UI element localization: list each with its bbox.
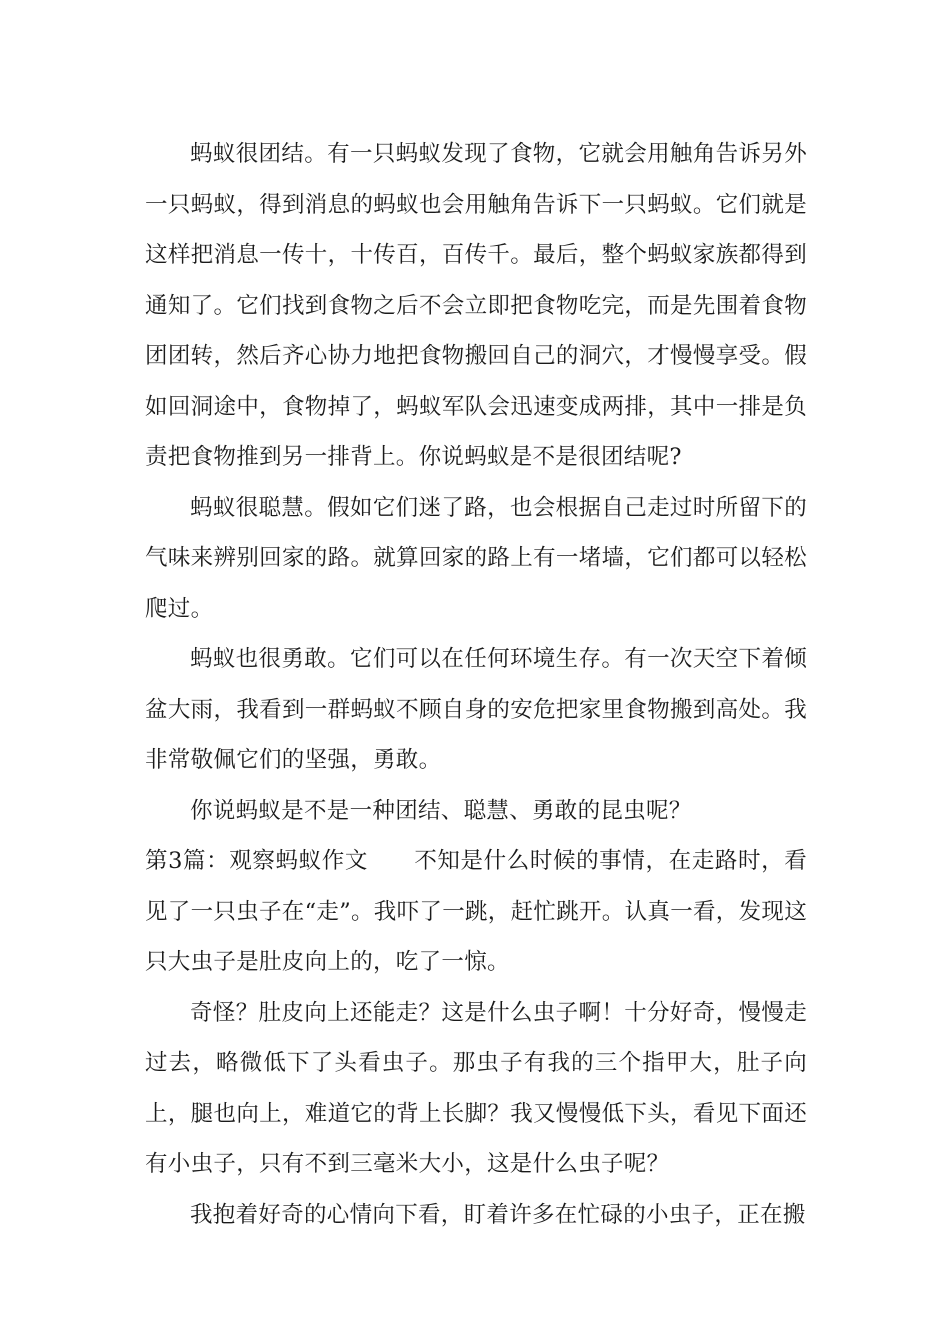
paragraph-unity: 蚂蚁很团结。有一只蚂蚁发现了食物，它就会用触角告诉另外一只蚂蚁，得到消息的蚂蚁也会用触角告诉下一只蚂蚁。它们就是这样把消息一传十，十传百，百传千。最后，整个蚂蚁家族都得到通知了。它们找到食物之后不会立即把食物吃完，而是先围着食物团团转，然后齐心协力地把食物搬回自己的洞穴，才慢慢享受。假如回洞途中，食物掉了，蚂蚁军队会迅速变成两排，其中一排是负责把食物推到另一排背上。你说蚂蚁是不是很团结呢? (145, 141, 807, 470)
section-intro (145, 836, 807, 988)
section-first-paragraph: 不知是什么时候的事情，在走路时，看见了一只虫子在“走”。我吓了一跳，赶忙跳开。认真一看，发现这只大虫子是肚皮向上的，吃了一惊。 (145, 848, 808, 975)
section-heading: 第3篇：观察蚂蚁作文 (145, 848, 368, 874)
paragraph-curious: 奇怪？肚皮向上还能走？这是什么虫子啊！十分好奇，慢慢走过去，略微低下了头看虫子。那虫子有我的三个指甲大，肚子向上，腿也向上，难道它的背上长脚？我又慢慢低下头，看见下面还有小虫子，只有不到三毫米大小，这是什么虫子呢？ (145, 999, 807, 1177)
paragraph-watching: 我抱着好奇的心情向下看，盯着许多在忙碌的小虫子，正在搬 (190, 1201, 806, 1228)
paragraph-question: 你说蚂蚁是不是一种团结、聪慧、勇敢的昆虫呢？ (190, 797, 692, 824)
paragraph-smart: 蚂蚁很聪慧。假如它们迷了路，也会根据自己走过时所留下的气味来辨别回家的路。就算回家的路上有一堵墙，它们都可以轻松爬过。 (145, 494, 807, 622)
paragraph-brave: 蚂蚁也很勇敢。它们可以在任何环境生存。有一次天空下着倾盆大雨，我看到一群蚂蚁不顾自身的安危把家里食物搬到高处。我非常敬佩它们的坚强，勇敢。 (145, 646, 807, 773)
article-body (145, 129, 807, 1240)
